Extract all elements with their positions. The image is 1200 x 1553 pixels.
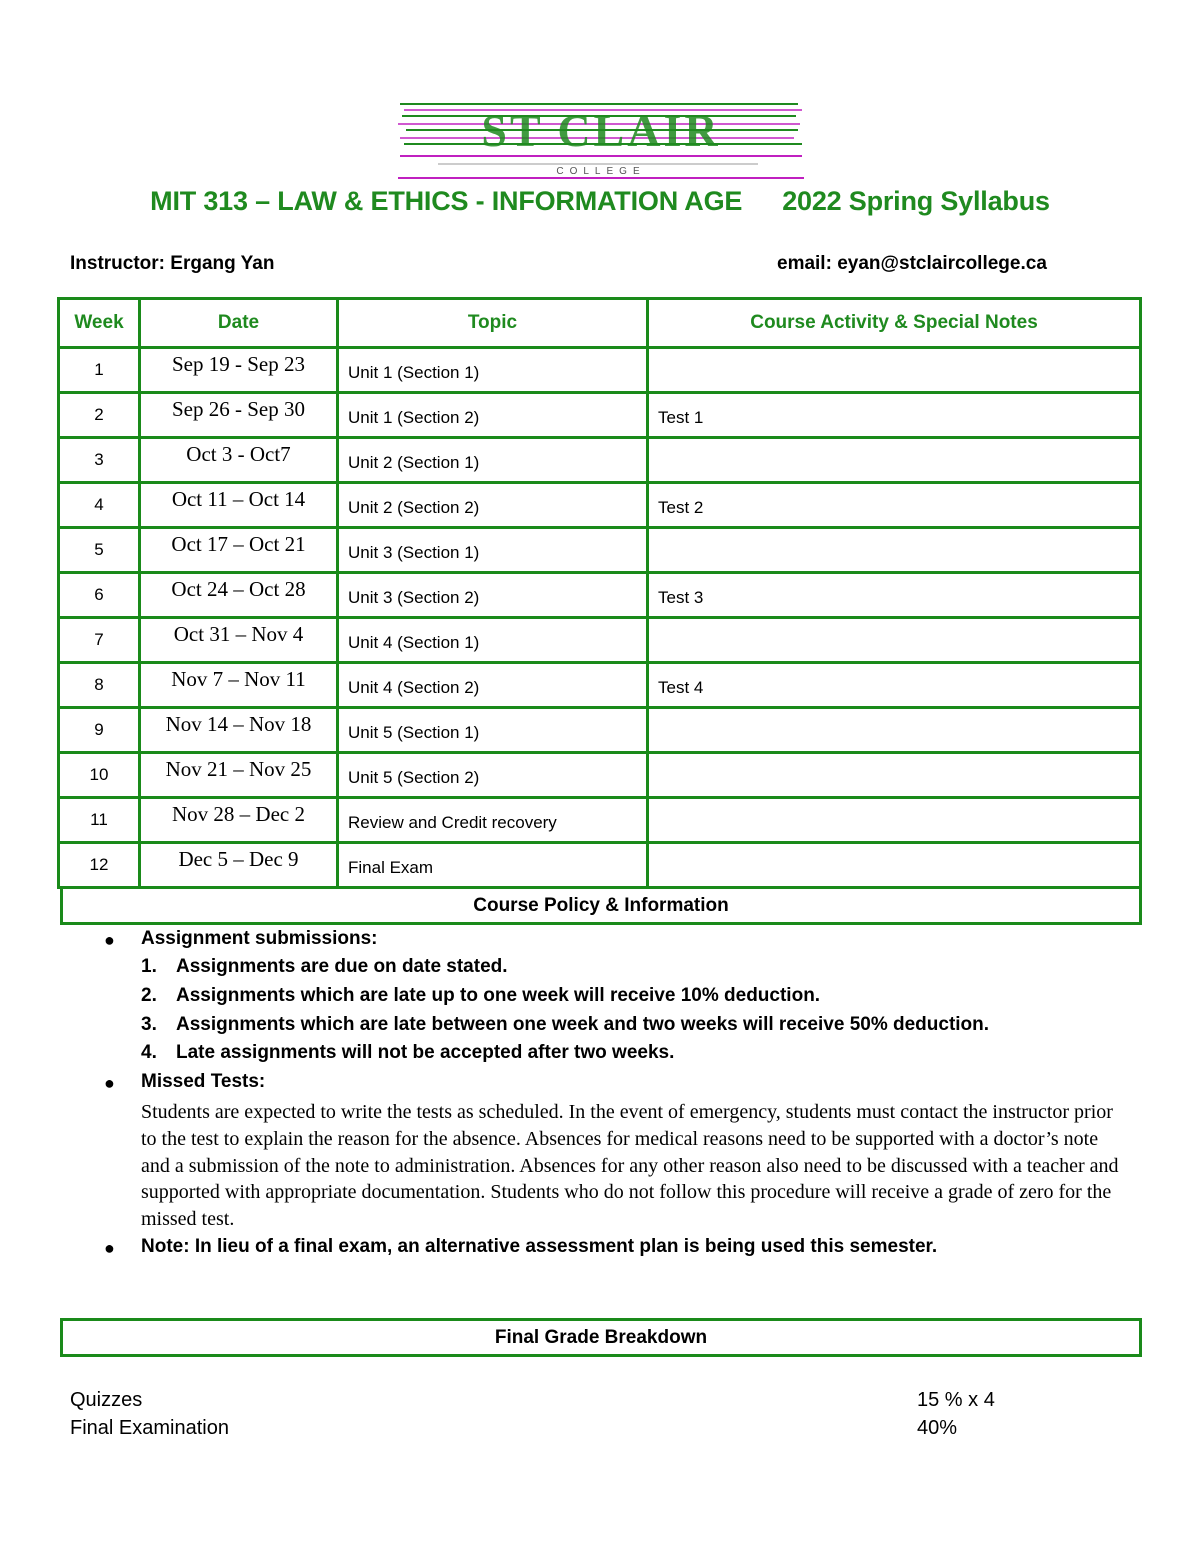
- note-cell: [648, 618, 1141, 663]
- note-cell: Test 1: [648, 393, 1141, 438]
- svg-text:ST CLAIR: ST CLAIR: [481, 105, 721, 156]
- table-row: [59, 438, 1141, 483]
- note-cell: [648, 753, 1141, 798]
- list-item: 4. Late assignments will not be accepted after two weeks.: [141, 1042, 675, 1063]
- col-notes: Course Activity & Special Notes: [648, 299, 1141, 348]
- week-cell: 11: [59, 798, 140, 843]
- grade-value: 15 % x 4: [917, 1389, 995, 1411]
- date-cell: Sep 19 - Sep 23: [140, 348, 338, 393]
- table-row: [59, 618, 1141, 663]
- policy-heading: Course Policy & Information: [60, 886, 1142, 925]
- table-row: [59, 348, 1141, 393]
- bullet-icon: ●: [104, 1073, 115, 1093]
- topic-cell: Unit 5 (Section 1): [338, 708, 648, 753]
- assignment-rule: Assignments which are late between one week and two weeks will receive 50% deduction.: [176, 1014, 990, 1035]
- course-title: MIT 313 – LAW & ETHICS - INFORMATION AGE: [150, 186, 743, 216]
- date-cell: Oct 24 – Oct 28: [140, 573, 338, 618]
- schedule-table: [57, 297, 1142, 889]
- note-cell: [648, 438, 1141, 483]
- week-cell: 12: [59, 843, 140, 888]
- date-cell: Nov 21 – Nov 25: [140, 753, 338, 798]
- assignment-rule: Late assignments will not be accepted after two weeks.: [176, 1042, 675, 1063]
- college-logo: [398, 96, 804, 186]
- week-cell: 6: [59, 573, 140, 618]
- topic-cell: Unit 2 (Section 1): [338, 438, 648, 483]
- list-item: 1. Assignments are due on date stated.: [141, 956, 508, 977]
- week-cell: 2: [59, 393, 140, 438]
- week-cell: 10: [59, 753, 140, 798]
- instructor-email: email: eyan@stclaircollege.ca: [777, 253, 1047, 274]
- missed-tests-title: Missed Tests:: [141, 1071, 266, 1092]
- date-cell: Nov 14 – Nov 18: [140, 708, 338, 753]
- grade-value: 40%: [917, 1417, 958, 1439]
- topic-cell: Unit 4 (Section 2): [338, 663, 648, 708]
- date-cell: Nov 28 – Dec 2: [140, 798, 338, 843]
- table-row: [59, 573, 1141, 618]
- list-item: 2. Assignments which are late up to one week will receive 10% deduction.: [141, 985, 821, 1006]
- date-cell: Oct 3 - Oct7: [140, 438, 338, 483]
- table-row: [59, 798, 1141, 843]
- svg-text:COLLEGE: COLLEGE: [556, 166, 646, 177]
- note-cell: Test 2: [648, 483, 1141, 528]
- college-logo-graphic: [398, 96, 804, 186]
- table-row: [59, 393, 1141, 438]
- date-cell: Dec 5 – Dec 9: [140, 843, 338, 888]
- topic-cell: Unit 2 (Section 2): [338, 483, 648, 528]
- grade-heading: Final Grade Breakdown: [60, 1318, 1142, 1357]
- topic-cell: Review and Credit recovery: [338, 798, 648, 843]
- assignment-rule: Assignments which are late up to one week will receive 10% deduction.: [176, 985, 821, 1006]
- week-cell: 3: [59, 438, 140, 483]
- assignment-rule: Assignments are due on date stated.: [176, 956, 508, 977]
- week-cell: 8: [59, 663, 140, 708]
- bullet-icon: ●: [104, 930, 115, 950]
- col-date: Date: [140, 299, 338, 348]
- topic-cell: Unit 4 (Section 1): [338, 618, 648, 663]
- note-cell: Test 3: [648, 573, 1141, 618]
- week-cell: 5: [59, 528, 140, 573]
- list-item: 3. Assignments which are late between one week and two weeks will receive 50% deduction.: [141, 1014, 990, 1035]
- note-cell: [648, 843, 1141, 888]
- week-cell: 7: [59, 618, 140, 663]
- syllabus-title: [0, 186, 1200, 217]
- topic-cell: Unit 1 (Section 2): [338, 393, 648, 438]
- table-row: [59, 528, 1141, 573]
- topic-cell: Unit 1 (Section 1): [338, 348, 648, 393]
- week-cell: 9: [59, 708, 140, 753]
- table-row: [59, 483, 1141, 528]
- note-cell: [648, 798, 1141, 843]
- col-week: Week: [59, 299, 140, 348]
- date-cell: Nov 7 – Nov 11: [140, 663, 338, 708]
- note-cell: [648, 708, 1141, 753]
- topic-cell: Unit 3 (Section 1): [338, 528, 648, 573]
- assignments-title: Assignment submissions:: [141, 928, 378, 949]
- note-cell: Test 4: [648, 663, 1141, 708]
- table-row: [59, 843, 1141, 888]
- grade-label: Quizzes: [70, 1389, 143, 1411]
- table-row: [59, 753, 1141, 798]
- bullet-icon: ●: [104, 1238, 115, 1258]
- term-label: 2022 Spring Syllabus: [782, 186, 1050, 216]
- missed-tests-text: Students are expected to write the tests as scheduled. In the event of emergency, students must contact the instructor prior to the test to explain the reason for the absence. Absences for medical reasons need to be supported with a doctor’s note and a submission of the note to administration. Absences for any other reason also need to be discussed with a teacher and supported with appropriate documentation. Students who do not follow this procedure will receive a grade of zero for the missed test.: [141, 1101, 1119, 1231]
- grade-label: Final Examination: [70, 1417, 229, 1439]
- policy-note: Note: In lieu of a final exam, an alternative assessment plan is being used this semester.: [141, 1236, 938, 1257]
- schedule-header-row: [59, 299, 1141, 348]
- date-cell: Oct 11 – Oct 14: [140, 483, 338, 528]
- date-cell: Oct 17 – Oct 21: [140, 528, 338, 573]
- instructor-name: Instructor: Ergang Yan: [70, 253, 275, 274]
- topic-cell: Final Exam: [338, 843, 648, 888]
- week-cell: 4: [59, 483, 140, 528]
- date-cell: Oct 31 – Nov 4: [140, 618, 338, 663]
- col-topic: Topic: [338, 299, 648, 348]
- table-row: [59, 708, 1141, 753]
- note-cell: [648, 528, 1141, 573]
- date-cell: Sep 26 - Sep 30: [140, 393, 338, 438]
- topic-cell: Unit 3 (Section 2): [338, 573, 648, 618]
- week-cell: 1: [59, 348, 140, 393]
- topic-cell: Unit 5 (Section 2): [338, 753, 648, 798]
- note-cell: [648, 348, 1141, 393]
- table-row: [59, 663, 1141, 708]
